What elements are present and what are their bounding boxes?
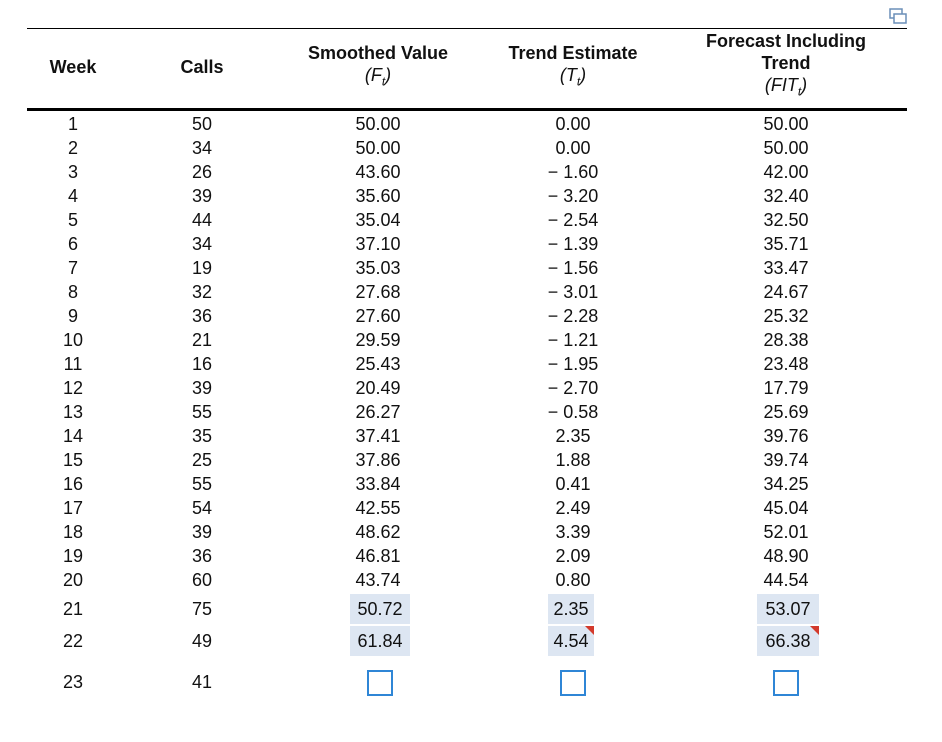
forecast-input[interactable] bbox=[757, 594, 819, 624]
table-row bbox=[0, 280, 942, 304]
calls-cell: 60 bbox=[191, 570, 213, 590]
calls-cell: 49 bbox=[191, 631, 213, 651]
trend-estimate-cell: 0.00 bbox=[555, 114, 591, 134]
trend-estimate-cell: 0.80 bbox=[555, 570, 591, 590]
trend-estimate-cell: 2.49 bbox=[555, 498, 591, 518]
table-row bbox=[0, 328, 942, 352]
calls-cell: 36 bbox=[191, 546, 213, 566]
week-cell: 23 bbox=[62, 672, 84, 692]
forecast-cell: 25.69 bbox=[763, 402, 809, 422]
forecast-cell: 17.79 bbox=[763, 378, 809, 398]
smoothed-value-input-value: 61.84 bbox=[357, 631, 403, 651]
week-cell: 7 bbox=[67, 258, 78, 278]
week-cell: 4 bbox=[67, 186, 78, 206]
calls-cell: 32 bbox=[191, 282, 213, 302]
answer-row bbox=[0, 670, 942, 694]
trend-estimate-cell: − 1.56 bbox=[547, 258, 599, 278]
smoothed-value-cell: 43.74 bbox=[355, 570, 401, 590]
trend-estimate-answer-box[interactable] bbox=[560, 670, 586, 696]
week-cell: 15 bbox=[62, 450, 84, 470]
week-cell: 16 bbox=[62, 474, 84, 494]
trend-estimate-cell: 2.09 bbox=[555, 546, 591, 566]
calls-cell: 21 bbox=[191, 330, 213, 350]
forecast-cell: 35.71 bbox=[763, 234, 809, 254]
smoothed-value-cell: 27.68 bbox=[355, 282, 401, 302]
table-row bbox=[0, 208, 942, 232]
week-cell: 17 bbox=[62, 498, 84, 518]
table-row bbox=[0, 160, 942, 184]
smoothed-value-cell: 50.00 bbox=[355, 138, 401, 158]
table-row bbox=[0, 112, 942, 136]
smoothed-value-cell: 29.59 bbox=[355, 330, 401, 350]
forecast-cell: 32.40 bbox=[763, 186, 809, 206]
calls-cell: 39 bbox=[191, 186, 213, 206]
calls-cell: 26 bbox=[191, 162, 213, 182]
trend-estimate-cell: 3.39 bbox=[555, 522, 591, 542]
week-cell: 2 bbox=[67, 138, 78, 158]
calls-cell: 34 bbox=[191, 138, 213, 158]
smoothed-value-cell: 27.60 bbox=[355, 306, 401, 326]
trend-estimate-input[interactable] bbox=[548, 594, 594, 624]
header-calls: Calls bbox=[180, 57, 224, 77]
calls-cell: 25 bbox=[191, 450, 213, 470]
header-trend-estimate: Trend Estimate $(T_t)$ bbox=[508, 43, 638, 89]
table-row bbox=[0, 568, 942, 592]
smoothed-value-input[interactable] bbox=[350, 594, 410, 624]
trend-estimate-input-value: 2.35 bbox=[553, 599, 589, 619]
week-cell: 6 bbox=[67, 234, 78, 254]
forecast-cell: 50.00 bbox=[763, 114, 809, 134]
trend-estimate-cell: − 2.28 bbox=[547, 306, 599, 326]
smoothed-value-cell: 37.86 bbox=[355, 450, 401, 470]
forecast-answer-box[interactable] bbox=[773, 670, 799, 696]
calls-cell: 16 bbox=[191, 354, 213, 374]
forecast-cell: 33.47 bbox=[763, 258, 809, 278]
trend-estimate-cell: − 3.20 bbox=[547, 186, 599, 206]
week-cell: 5 bbox=[67, 210, 78, 230]
trend-estimate-cell: − 2.54 bbox=[547, 210, 599, 230]
forecast-cell: 42.00 bbox=[763, 162, 809, 182]
trend-estimate-input[interactable] bbox=[548, 626, 594, 656]
calls-cell: 34 bbox=[191, 234, 213, 254]
week-cell: 11 bbox=[63, 354, 83, 374]
table-row bbox=[0, 376, 942, 400]
smoothed-value-cell: 25.43 bbox=[355, 354, 401, 374]
table-row bbox=[0, 544, 942, 568]
error-flag-icon bbox=[585, 626, 594, 635]
smoothed-value-cell: 20.49 bbox=[355, 378, 401, 398]
table-row bbox=[0, 232, 942, 256]
smoothed-value-cell: 50.00 bbox=[355, 114, 401, 134]
week-cell: 9 bbox=[67, 306, 78, 326]
trend-estimate-cell: − 0.58 bbox=[547, 402, 599, 422]
smoothed-value-input[interactable] bbox=[350, 626, 410, 656]
calls-cell: 39 bbox=[191, 378, 213, 398]
forecast-cell: 32.50 bbox=[763, 210, 809, 230]
smoothed-value-cell: 35.60 bbox=[355, 186, 401, 206]
calls-cell: 35 bbox=[191, 426, 213, 446]
week-cell: 3 bbox=[67, 162, 78, 182]
trend-estimate-cell: − 2.70 bbox=[547, 378, 599, 398]
trend-estimate-cell: − 3.01 bbox=[547, 282, 599, 302]
trend-estimate-cell: − 1.60 bbox=[547, 162, 599, 182]
trend-estimate-cell: 1.88 bbox=[555, 450, 591, 470]
table-row bbox=[0, 304, 942, 328]
week-cell: 10 bbox=[62, 330, 84, 350]
forecast-input-value: 53.07 bbox=[765, 599, 811, 619]
trend-estimate-input-value: 4.54 bbox=[553, 631, 589, 651]
calls-cell: 75 bbox=[191, 599, 213, 619]
week-cell: 8 bbox=[67, 282, 78, 302]
error-flag-icon bbox=[810, 626, 819, 635]
week-cell: 1 bbox=[67, 114, 78, 134]
calls-cell: 39 bbox=[191, 522, 213, 542]
forecast-cell: 25.32 bbox=[763, 306, 809, 326]
copy-icon[interactable] bbox=[888, 6, 908, 26]
table-row bbox=[0, 400, 942, 424]
smoothed-value-cell: 35.03 bbox=[355, 258, 401, 278]
calls-cell: 55 bbox=[191, 402, 213, 422]
header-smoothed-value: Smoothed Value $(F_t)$ bbox=[307, 43, 449, 89]
table-row bbox=[0, 256, 942, 280]
table-row bbox=[0, 448, 942, 472]
smoothed-value-cell: 37.41 bbox=[355, 426, 401, 446]
calls-cell: 19 bbox=[191, 258, 213, 278]
smoothed-value-cell: 26.27 bbox=[355, 402, 401, 422]
smoothed-value-answer-box[interactable] bbox=[367, 670, 393, 696]
forecast-cell: 45.04 bbox=[763, 498, 809, 518]
forecast-cell: 34.25 bbox=[763, 474, 809, 494]
week-cell: 19 bbox=[62, 546, 84, 566]
trend-estimate-cell: − 1.95 bbox=[547, 354, 599, 374]
calls-cell: 50 bbox=[191, 114, 213, 134]
calls-cell: 44 bbox=[191, 210, 213, 230]
week-cell: 13 bbox=[62, 402, 84, 422]
table-top-rule bbox=[27, 28, 907, 29]
header-bottom-rule bbox=[27, 108, 907, 111]
trend-estimate-cell: 0.00 bbox=[555, 138, 591, 158]
week-cell: 12 bbox=[62, 378, 84, 398]
smoothed-value-cell: 48.62 bbox=[355, 522, 401, 542]
table-row bbox=[0, 496, 942, 520]
trend-estimate-cell: 0.41 bbox=[555, 474, 591, 494]
forecast-cell: 23.48 bbox=[763, 354, 809, 374]
week-cell: 21 bbox=[62, 599, 84, 619]
week-cell: 22 bbox=[62, 631, 84, 651]
forecast-cell: 52.01 bbox=[763, 522, 809, 542]
smoothed-value-input-value: 50.72 bbox=[357, 599, 403, 619]
forecast-cell: 50.00 bbox=[763, 138, 809, 158]
smoothed-value-cell: 43.60 bbox=[355, 162, 401, 182]
forecast-cell: 24.67 bbox=[763, 282, 809, 302]
forecast-cell: 39.74 bbox=[763, 450, 809, 470]
table-row bbox=[0, 184, 942, 208]
smoothed-value-cell: 33.84 bbox=[355, 474, 401, 494]
forecast-input[interactable] bbox=[757, 626, 819, 656]
week-cell: 18 bbox=[62, 522, 84, 542]
forecast-input-value: 66.38 bbox=[765, 631, 811, 651]
smoothed-value-cell: 35.04 bbox=[355, 210, 401, 230]
header-forecast-including-trend: Forecast Including Trend $(FIT_t)$ bbox=[705, 31, 867, 99]
trend-estimate-cell: 2.35 bbox=[555, 426, 591, 446]
table-row bbox=[0, 472, 942, 496]
smoothed-value-cell: 46.81 bbox=[355, 546, 401, 566]
table-row bbox=[0, 136, 942, 160]
calls-cell: 55 bbox=[191, 474, 213, 494]
trend-estimate-cell: − 1.39 bbox=[547, 234, 599, 254]
header-week: Week bbox=[49, 57, 97, 77]
smoothed-value-cell: 42.55 bbox=[355, 498, 401, 518]
week-cell: 14 bbox=[62, 426, 84, 446]
forecast-cell: 28.38 bbox=[763, 330, 809, 350]
table-row bbox=[0, 424, 942, 448]
forecast-cell: 48.90 bbox=[763, 546, 809, 566]
week-cell: 20 bbox=[62, 570, 84, 590]
forecast-cell: 44.54 bbox=[763, 570, 809, 590]
forecast-cell: 39.76 bbox=[763, 426, 809, 446]
smoothed-value-cell: 37.10 bbox=[355, 234, 401, 254]
calls-cell: 54 bbox=[191, 498, 213, 518]
table-row bbox=[0, 352, 942, 376]
trend-estimate-cell: − 1.21 bbox=[547, 330, 599, 350]
table-row bbox=[0, 520, 942, 544]
calls-cell: 36 bbox=[191, 306, 213, 326]
calls-cell: 41 bbox=[191, 672, 213, 692]
